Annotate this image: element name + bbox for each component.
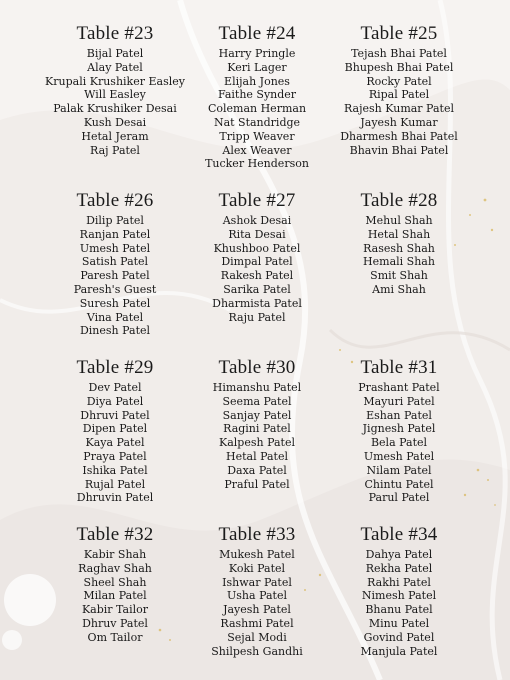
guest-name: Krupali Krushiker Easley [45, 74, 185, 88]
guest-name: Rita Desai [228, 227, 286, 241]
guest-name: Tejash Bhai Patel [351, 47, 447, 60]
guest-name: Rakhi Patel [367, 575, 431, 589]
guest-name: Ranjan Patel [79, 227, 151, 241]
guest-name: Chintu Patel [364, 477, 434, 491]
guest-list [186, 47, 328, 171]
guest-name: Rakesh Patel [220, 269, 294, 283]
table-title: Table #26 [76, 190, 154, 211]
table-title: Table #25 [360, 23, 438, 44]
guest-name: Bela Patel [370, 436, 428, 450]
guest-name: Ripal Patel [368, 88, 430, 102]
guest-name: Kalpesh Patel [219, 436, 295, 450]
guest-name: Vina Patel [86, 310, 144, 324]
guest-name: Shilpesh Gandhi [211, 644, 303, 658]
guest-list [44, 548, 186, 645]
guest-name: Dimpal Patel [221, 255, 293, 269]
guest-name: Mayuri Patel [363, 394, 435, 408]
table-title: Table #24 [218, 23, 296, 44]
table-title: Table #31 [360, 357, 438, 378]
guest-list [44, 214, 186, 338]
guest-list [186, 381, 328, 491]
guest-name: Hetal Shah [367, 227, 431, 241]
guest-name: Suresh Patel [79, 296, 151, 310]
guest-name: Hetal Patel [225, 449, 288, 463]
guest-name: Ragini Patel [223, 422, 291, 436]
table-card [328, 523, 470, 673]
table-card [186, 523, 328, 673]
guest-name: Dilip Patel [86, 214, 144, 227]
guest-name: Kush Desai [83, 115, 147, 129]
table-card [186, 356, 328, 523]
guest-list [44, 47, 186, 157]
table-card [328, 189, 470, 356]
guest-list [328, 47, 470, 157]
guest-name: Alay Patel [87, 60, 143, 74]
guest-name: Will Easley [84, 88, 146, 102]
table-title: Table #29 [76, 357, 154, 378]
guest-name: Khushboo Patel [213, 241, 301, 255]
guest-name: Usha Patel [227, 589, 287, 603]
guest-name: Mehul Shah [365, 214, 433, 227]
guest-name: Tucker Henderson [205, 157, 309, 171]
guest-name: Ashok Desai [222, 214, 292, 227]
guest-name: Faithe Synder [217, 88, 297, 102]
table-title: Table #27 [218, 190, 296, 211]
guest-name: Bhavin Bhai Patel [349, 143, 449, 157]
guest-name: Bhanu Patel [365, 603, 433, 617]
table-title: Table #30 [218, 357, 296, 378]
guest-name: Nimesh Patel [361, 589, 437, 603]
table-card [328, 22, 470, 189]
guest-name: Sanjay Patel [222, 408, 292, 422]
guest-name: Paresh Patel [80, 269, 150, 283]
guest-name: Rekha Patel [365, 561, 433, 575]
guest-name: Umesh Patel [363, 449, 435, 463]
guest-name: Bijal Patel [86, 47, 144, 60]
table-card [328, 356, 470, 523]
guest-name: Keri Lager [227, 60, 287, 74]
guest-name: Sejal Modi [227, 630, 287, 644]
guest-name: Raj Patel [90, 143, 140, 157]
guest-name: Mukesh Patel [219, 548, 295, 561]
guest-name: Hetal Jeram [81, 129, 149, 143]
guest-name: Kabir Tailor [81, 603, 149, 617]
guest-name: Dhruvin Patel [76, 491, 154, 505]
guest-name: Elijah Jones [224, 74, 290, 88]
guest-name: Raghav Shah [78, 561, 152, 575]
guest-name: Seema Patel [222, 394, 292, 408]
table-card [186, 22, 328, 189]
guest-name: Harry Pringle [218, 47, 296, 60]
guest-name: Smit Shah [370, 269, 428, 283]
guest-name: Ami Shah [372, 282, 426, 296]
guest-name: Rajesh Kumar Patel [344, 102, 454, 116]
guest-name: Nilam Patel [366, 463, 432, 477]
guest-name: Coleman Herman [207, 102, 307, 116]
guest-list [44, 381, 186, 505]
guest-name: Om Tailor [87, 630, 143, 644]
guest-name: Paresh's Guest [73, 282, 157, 296]
table-title: Table #28 [360, 190, 438, 211]
guest-name: Praya Patel [83, 449, 147, 463]
guest-name: Manjula Patel [360, 644, 438, 658]
guest-list [186, 214, 328, 324]
guest-name: Kabir Shah [83, 548, 147, 561]
guest-name: Dipen Patel [82, 422, 148, 436]
guest-name: Jayesh Kumar [360, 115, 438, 129]
guest-name: Rocky Patel [366, 74, 432, 88]
guest-name: Hemali Shah [363, 255, 435, 269]
guest-name: Rashmi Patel [220, 616, 294, 630]
guest-name: Parul Patel [368, 491, 430, 505]
guest-name: Prashant Patel [358, 381, 440, 394]
guest-name: Praful Patel [224, 477, 290, 491]
seating-chart [44, 22, 470, 673]
guest-name: Raju Patel [228, 310, 286, 324]
guest-list [186, 548, 328, 658]
guest-name: Kaya Patel [85, 436, 145, 450]
guest-name: Sheel Shah [83, 575, 147, 589]
guest-name: Dahya Patel [365, 548, 433, 561]
guest-name: Umesh Patel [79, 241, 151, 255]
guest-list [328, 214, 470, 297]
guest-name: Jayesh Patel [223, 603, 291, 617]
table-title: Table #23 [76, 23, 154, 44]
table-title: Table #34 [360, 524, 438, 545]
guest-name: Dhruvi Patel [80, 408, 150, 422]
guest-name: Dhruv Patel [82, 616, 148, 630]
guest-list [328, 381, 470, 505]
table-title: Table #32 [76, 524, 154, 545]
guest-name: Bhupesh Bhai Patel [344, 60, 454, 74]
guest-name: Satish Patel [81, 255, 149, 269]
table-card [44, 189, 186, 356]
guest-name: Himanshu Patel [212, 381, 302, 394]
guest-name: Govind Patel [363, 630, 435, 644]
guest-name: Sarika Patel [223, 282, 291, 296]
table-card [44, 356, 186, 523]
guest-name: Rujal Patel [84, 477, 146, 491]
guest-name: Palak Krushiker Desai [53, 102, 177, 116]
guest-list [328, 548, 470, 658]
guest-name: Dharmesh Bhai Patel [340, 129, 458, 143]
guest-name: Alex Weaver [222, 143, 292, 157]
guest-name: Dev Patel [88, 381, 142, 394]
guest-name: Ishika Patel [82, 463, 148, 477]
guest-name: Rasesh Shah [363, 241, 435, 255]
table-card [44, 22, 186, 189]
table-title: Table #33 [218, 524, 296, 545]
guest-name: Daxa Patel [227, 463, 287, 477]
guest-name: Nat Standridge [213, 115, 301, 129]
guest-name: Dharmista Patel [212, 296, 302, 310]
guest-name: Ishwar Patel [222, 575, 292, 589]
table-card [186, 189, 328, 356]
guest-name: Dinesh Patel [79, 324, 151, 338]
guest-name: Tripp Weaver [219, 129, 295, 143]
guest-name: Koki Patel [228, 561, 286, 575]
table-card [44, 523, 186, 673]
guest-name: Milan Patel [83, 589, 147, 603]
guest-name: Minu Patel [368, 616, 430, 630]
guest-name: Jignesh Patel [362, 422, 436, 436]
guest-name: Diya Patel [86, 394, 144, 408]
guest-name: Eshan Patel [366, 408, 432, 422]
